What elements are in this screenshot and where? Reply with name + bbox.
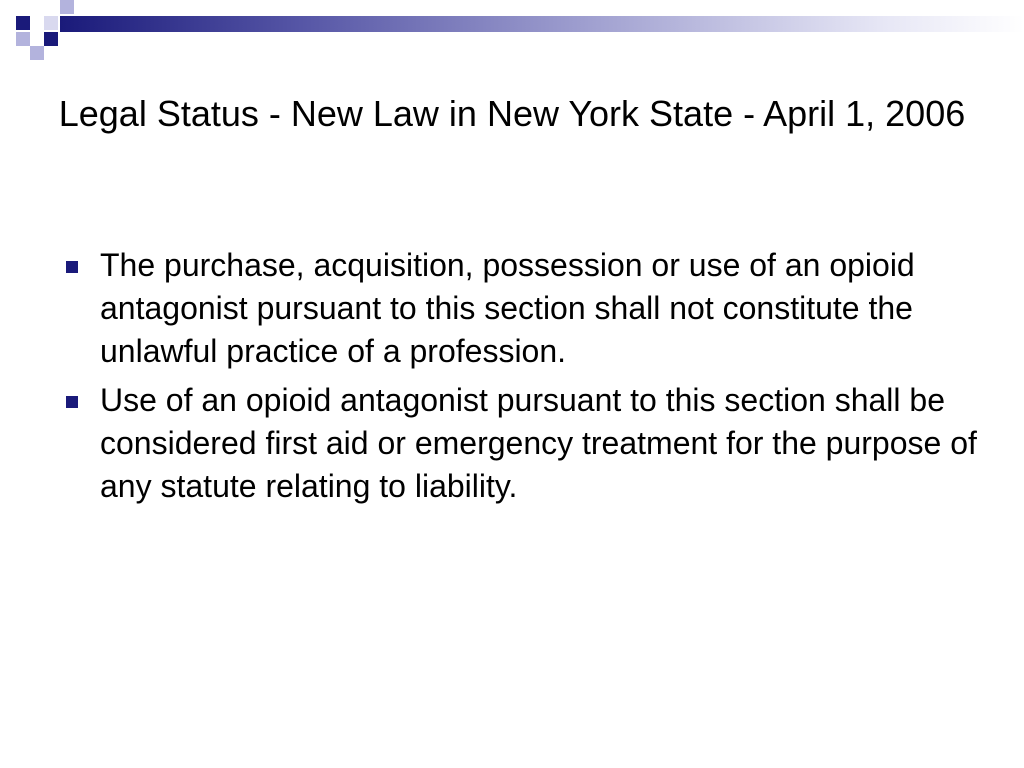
corner-square-decoration bbox=[16, 32, 30, 46]
corner-square-decoration bbox=[44, 16, 58, 30]
header-gradient-bar bbox=[60, 16, 1024, 32]
bullet-item bbox=[62, 379, 982, 508]
square-bullet-icon bbox=[66, 396, 78, 408]
corner-square-decoration bbox=[16, 16, 30, 30]
bullet-text: The purchase, acquisition, possession or use of an opioid antagonist pursuant to this section shall not constitute the unlawful practice of a profession. bbox=[100, 247, 915, 369]
corner-square-decoration bbox=[60, 0, 74, 14]
square-bullet-icon bbox=[66, 261, 78, 273]
bullet-list bbox=[62, 244, 982, 514]
bullet-item bbox=[62, 244, 982, 373]
slide-title: Legal Status - New Law in New York State - April 1, 2006 bbox=[58, 93, 966, 134]
bullet-text: Use of an opioid antagonist pursuant to this section shall be considered first aid or emergency treatment for the purpose of any statute relating to liability. bbox=[100, 382, 977, 504]
corner-square-decoration bbox=[44, 32, 58, 46]
corner-square-decoration bbox=[30, 46, 44, 60]
